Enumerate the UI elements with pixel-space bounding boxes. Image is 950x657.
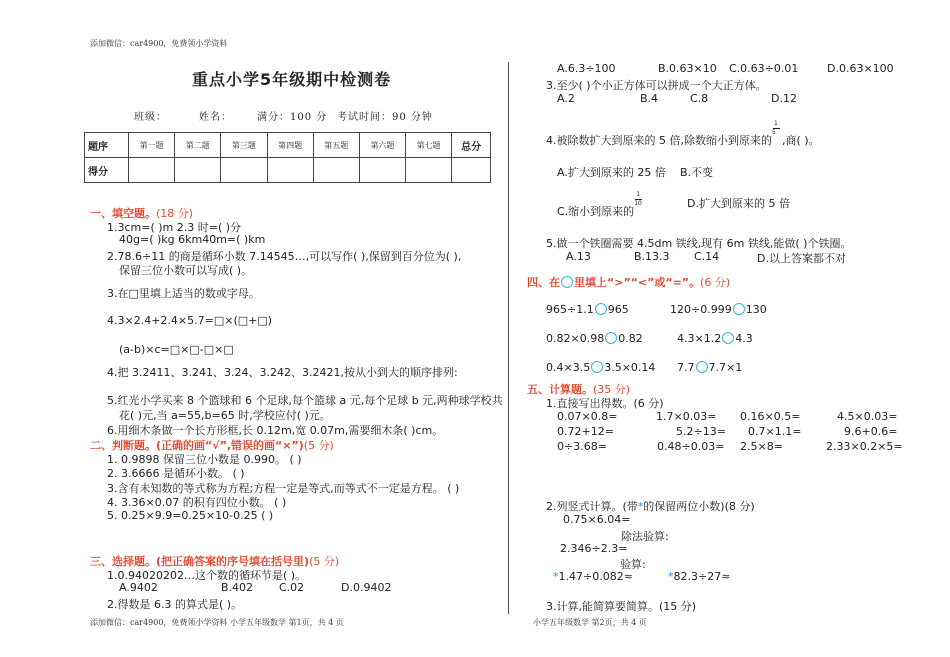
score-header-cell: 第一题 <box>129 133 175 158</box>
s3-line: 2.得数是 6.3 的算式是( )。 <box>107 598 243 611</box>
direct-calc: 0.72+12= <box>557 425 614 438</box>
section4-points: (6 分) <box>700 276 731 289</box>
class-label: 班级： <box>134 112 167 123</box>
vertical-calc <box>553 570 633 583</box>
q4-option-c-text: C.缩小到原来的 <box>557 205 635 218</box>
q2-option: C.0.63÷0.01 <box>729 62 799 75</box>
exam-title: 重点小学5年级期中检测卷 <box>192 70 392 89</box>
q3-option: C.8 <box>690 92 709 105</box>
score-cell[interactable] <box>359 158 405 183</box>
compare-item <box>546 303 629 316</box>
compare-circle[interactable] <box>722 332 734 344</box>
compare-right: 130 <box>745 303 767 316</box>
s2-line: 4. 3.36×0.07 的积有四位小数。 ( ) <box>107 496 287 509</box>
compare-circle[interactable] <box>605 332 617 344</box>
score-header-cell: 题序 <box>85 133 129 158</box>
q4-option-b: B.不变 <box>680 166 714 179</box>
s2-line: 1. 0.9898 保留三位小数是 0.990。 ( ) <box>107 453 302 466</box>
compare-circle[interactable] <box>733 303 745 315</box>
direct-calc: 0.7×1.1= <box>748 425 802 438</box>
s3-option: D.0.9402 <box>341 581 392 594</box>
s1-line: (a-b)×c=□×□-□×□ <box>119 343 234 356</box>
q3-option: A.2 <box>557 92 575 105</box>
section4-title <box>527 274 730 290</box>
compare-right: 4.3 <box>735 332 753 345</box>
s1-line: 1.3cm=( )m 2.3 时=( )分 <box>107 221 242 234</box>
direct-calc: 2.33×0.2×5= <box>826 440 903 453</box>
s5-part2 <box>546 498 755 514</box>
fraction-one-fifth <box>771 120 782 138</box>
compare-left: 7.7 <box>677 361 695 374</box>
footer-right: 小学五年级数学 第2页，共 4 页 <box>533 618 647 627</box>
q3-option: B.4 <box>640 92 659 105</box>
s2-line: 2. 3.6666 是循环小数。 ( ) <box>107 467 245 480</box>
compare-left: 4.3×1.2 <box>677 332 722 345</box>
frac-num: 1 <box>636 191 641 198</box>
score-cell[interactable] <box>221 158 267 183</box>
compare-right: 0.82 <box>618 332 643 345</box>
circle-icon <box>561 276 573 288</box>
section1-title-text: 一、填空题。 <box>90 207 156 220</box>
s1-line: 2.78.6÷11 的商是循环小数 7.14545…,可以写作( ),保留到百分位为( ), <box>107 250 462 263</box>
s1-line: 6.用细木条做一个长方形框,长 0.12m,宽 0.07m,需要细木条( )cm。 <box>107 424 444 437</box>
compare-circle[interactable] <box>595 303 607 315</box>
score-header-cell: 第三题 <box>221 133 267 158</box>
q4-option-d: D.扩大到原来的 5 倍 <box>687 197 790 210</box>
footer-left: 添加微信：car4900，免费领小学资料 小学五年级数学 第1页，共 4 页 <box>90 618 344 627</box>
frac-den: 10 <box>634 200 642 207</box>
direct-calc: 4.5×0.03= <box>837 410 898 423</box>
section5-points: (35 分) <box>593 383 631 396</box>
star-mark: * <box>668 570 674 583</box>
direct-calc: 1.7×0.03= <box>656 410 717 423</box>
section2-title-text: 二、判断题。(正确的画“√”,错误的画“×”) <box>90 439 304 452</box>
frac-num: 1 <box>773 120 778 127</box>
section3-title-text: 三、选择题。(把正确答案的序号填在括号里) <box>90 555 310 568</box>
q2-option: A.6.3÷100 <box>557 62 616 75</box>
q5-option: B.13.3 <box>634 250 670 263</box>
compare-circle[interactable] <box>591 361 603 373</box>
vertical-calc-text: 82.3÷27≈ <box>673 570 731 583</box>
score-header-cell: 第五题 <box>313 133 359 158</box>
s1-line: 保留三位小数可以写成( )。 <box>119 264 253 277</box>
compare-item <box>677 361 742 374</box>
time-info: 考试时间：90 分钟 <box>337 112 433 123</box>
s3-option: B.402 <box>221 581 254 594</box>
score-cell[interactable] <box>313 158 359 183</box>
s5-part1: 1.直接写出得数。(6 分) <box>546 397 664 410</box>
vertical-calc <box>668 570 730 583</box>
section2-points: (5 分) <box>303 439 334 452</box>
name-label: 姓名： <box>199 112 232 123</box>
score-table <box>84 132 491 183</box>
q5-option: D.以上答案都不对 <box>757 252 846 265</box>
score-table-score-row <box>85 158 491 183</box>
score-cell[interactable] <box>406 158 452 183</box>
q2-option: B.0.63×10 <box>658 62 717 75</box>
score-header-cell: 总分 <box>452 133 491 158</box>
score-table-header-row <box>85 133 491 158</box>
score-header-cell: 第七题 <box>406 133 452 158</box>
section1-points: (18 分) <box>156 207 194 220</box>
section3-points: (5 分) <box>309 555 340 568</box>
s1-line: 5.红光小学买来 8 个篮球和 6 个足球,每个篮球 a 元,每个足球 b 元,两种球学校共 <box>107 394 503 407</box>
q4-option-a: A.扩大到原来的 25 倍 <box>557 166 666 179</box>
section4-title-a: 四、在 <box>527 276 560 289</box>
section5-title-text: 五、计算题。 <box>527 383 593 396</box>
compare-item <box>546 361 655 374</box>
fraction-one-tenth <box>634 191 646 209</box>
s2-line: 5. 0.25×9.9=0.25×10-0.25 ( ) <box>107 509 274 522</box>
vertical-calc-text: 1.47÷0.082≈ <box>558 570 633 583</box>
score-row-label: 得分 <box>85 158 129 183</box>
direct-calc: 0÷3.68= <box>557 440 607 453</box>
compare-left: 120÷0.999 <box>670 303 732 316</box>
compare-left: 0.82×0.98 <box>546 332 605 345</box>
score-cell[interactable] <box>175 158 221 183</box>
s3-option: A.9402 <box>119 581 158 594</box>
q4-stem: 4.被除数扩大到原来的 5 倍,除数缩小到原来的 <box>546 134 772 147</box>
direct-calc: 0.48÷0.03= <box>657 440 725 453</box>
q4-tail: ,商( )。 <box>781 134 820 147</box>
star-mark: * <box>553 570 559 583</box>
check-label: 验算: <box>620 558 646 571</box>
s1-line: 花( )元,当 a=55,b=65 时,学校应付( )元。 <box>119 409 331 422</box>
direct-calc: 9.6+0.6= <box>844 425 898 438</box>
compare-item <box>677 332 753 345</box>
s1-line: 40g=( )kg 6km40m=( )km <box>119 233 266 246</box>
compare-left: 965÷1.1 <box>546 303 594 316</box>
s3-option: C.02 <box>279 581 305 594</box>
page-divider <box>508 62 509 614</box>
s1-line: 3.在□里填上适当的数或字母。 <box>107 287 260 300</box>
q2-option: D.0.63×100 <box>827 62 894 75</box>
score-header-cell: 第四题 <box>267 133 313 158</box>
compare-right: 3.5×0.14 <box>604 361 656 374</box>
direct-calc: 0.07×0.8= <box>557 410 618 423</box>
q4-option-c <box>557 191 646 219</box>
q5-text: 5.做一个铁圈需要 4.5dm 铁线,现有 6m 铁线,能做( )个铁圈。 <box>546 237 852 250</box>
q4-text <box>546 120 820 148</box>
compare-item <box>546 332 643 345</box>
star-mark: * <box>637 500 644 513</box>
score-header-cell: 第六题 <box>359 133 405 158</box>
direct-calc: 0.16×0.5= <box>740 410 801 423</box>
score-cell[interactable] <box>129 158 175 183</box>
vertical-calc: 2.346÷2.3= <box>560 542 628 555</box>
s5-part2-b: 的保留两位小数)(8 分) <box>643 500 755 513</box>
compare-right: 7.7×1 <box>708 361 743 374</box>
section4-title-b: 里填上“>”“<”或“=”。 <box>574 276 701 289</box>
s5-part2-a: 2.列竖式计算。(带 <box>546 500 638 513</box>
s5-part3: 3.计算,能简算要简算。(15 分) <box>546 600 697 613</box>
frac-den: 5 <box>771 129 776 136</box>
compare-right: 965 <box>607 303 629 316</box>
compare-left: 0.4×3.5 <box>546 361 591 374</box>
s1-line: 4.把 3.2411、3.241、3.24、3.242、3.2421,按从小到大的顺序排列: <box>107 366 458 379</box>
q3-option: D.12 <box>771 92 797 105</box>
check-label: 除法验算: <box>621 530 669 543</box>
compare-circle[interactable] <box>696 361 708 373</box>
vertical-calc: 0.75×6.04= <box>563 513 631 526</box>
score-cell[interactable] <box>452 158 491 183</box>
s1-line: 4.3×2.4+2.4×5.7=□×(□+□) <box>107 314 273 327</box>
compare-item <box>670 303 767 316</box>
direct-calc: 2.5×8= <box>740 440 783 453</box>
s3-line: 1.0.94020202…这个数的循环节是( )。 <box>107 569 307 582</box>
header-note: 添加微信：car4900，免费领小学资料 <box>90 39 228 48</box>
score-cell[interactable] <box>267 158 313 183</box>
q5-option: C.14 <box>694 250 720 263</box>
q5-option: A.13 <box>566 250 591 263</box>
score-header-cell: 第二题 <box>175 133 221 158</box>
score-info: 满分：100 分 <box>257 112 328 123</box>
direct-calc: 5.2÷13= <box>676 425 726 438</box>
q3-text: 3.至少( )个小正方体可以拼成一个大正方体。 <box>546 79 767 92</box>
s2-line: 3.含有未知数的等式称为方程;方程一定是等式,而等式不一定是方程。 ( ) <box>107 482 460 495</box>
